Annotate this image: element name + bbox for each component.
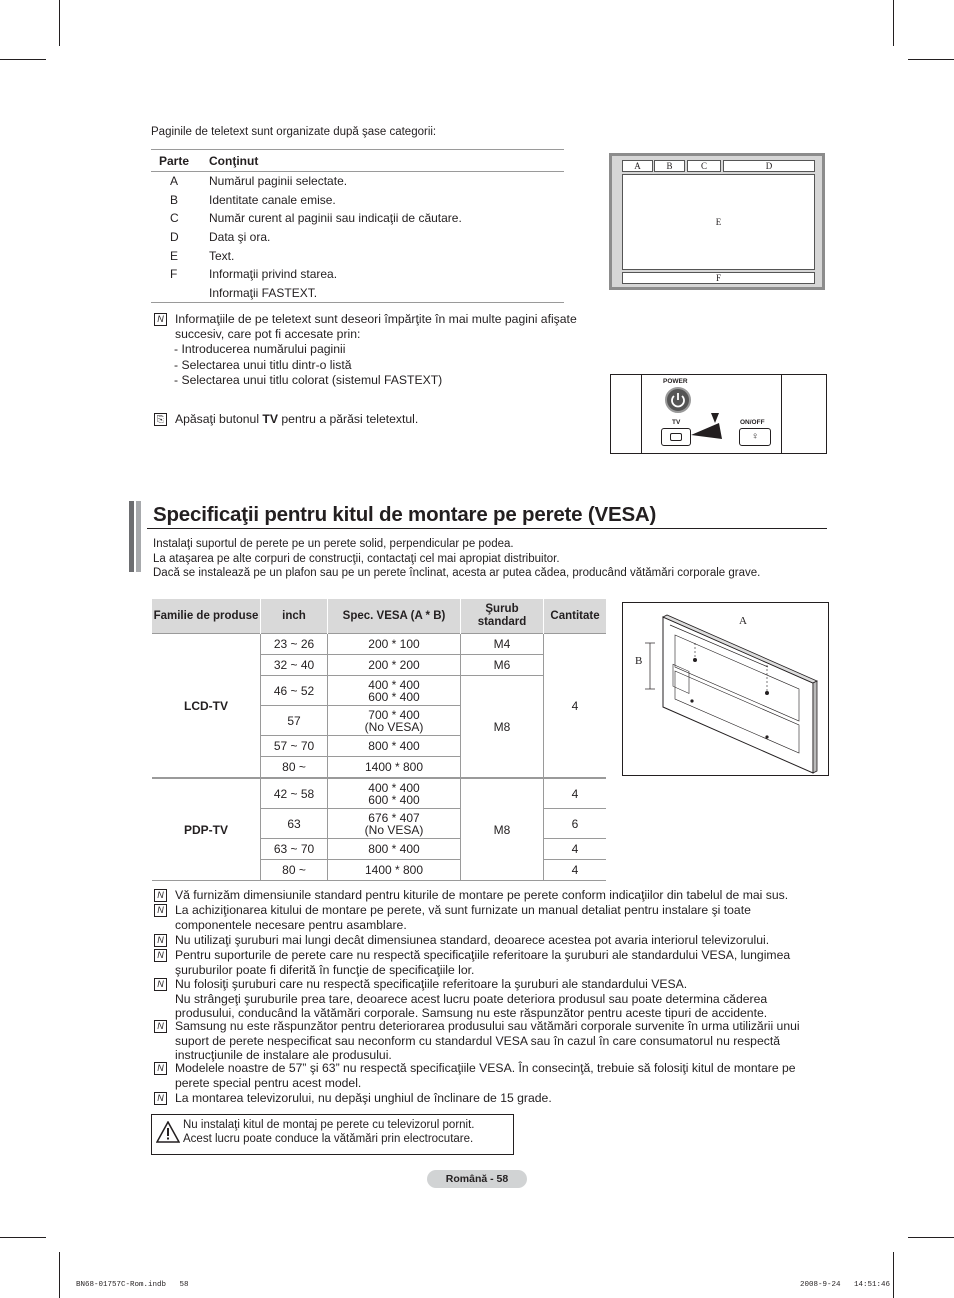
wall-mount-diagram <box>622 602 829 776</box>
cell-qty: 6 <box>544 809 607 839</box>
col-header-spec: Spec. VESA (A * B) <box>328 599 461 634</box>
teletext-screen-illustration <box>609 153 825 290</box>
page-number-badge: Română - 58 <box>427 1170 527 1188</box>
col-header-part: Parte <box>151 150 209 172</box>
family-pdp: PDP-TV <box>152 778 261 881</box>
cell-part: A <box>170 174 179 189</box>
cell-content: Informaţii privind starea. <box>209 267 338 282</box>
cell-inch: 32 ~ 40 <box>261 655 328 676</box>
cell-inch: 57 <box>261 706 328 736</box>
screen-label-f: F <box>622 272 815 284</box>
heading-bar <box>129 501 134 572</box>
tv-icon <box>670 433 682 441</box>
tv-button-label: TV <box>262 412 278 426</box>
note-icon: N <box>154 949 167 962</box>
table-row <box>151 191 564 210</box>
cell-part: E <box>170 248 179 263</box>
cell-inch: 57 ~ 70 <box>261 736 328 757</box>
bulb-icon: ♀ <box>751 431 759 442</box>
cell-spec: 400 * 400 600 * 400 <box>328 778 461 809</box>
crop-mark <box>0 1237 46 1238</box>
cell-content: Numărul paginii selectate. <box>209 174 348 189</box>
warning-text: Acest lucru poate conduce la vătămări prin electrocutare. <box>183 1132 474 1145</box>
note-text: pentru a părăsi teletextul. <box>278 412 419 426</box>
cell-part: B <box>170 192 179 207</box>
col-header-qty: Cantitate <box>544 599 607 634</box>
light-button[interactable] <box>739 428 771 446</box>
cell-qty: 4 <box>544 860 607 881</box>
cell-inch: 80 ~ <box>261 860 328 881</box>
dimension-b-label: B <box>635 655 643 667</box>
cell-content: Număr curent al paginii sau indicaţii de căutare. <box>209 211 462 226</box>
note-icon: N <box>154 978 167 991</box>
table-row <box>151 209 564 228</box>
cell-screw: M8 <box>461 676 544 779</box>
cell-screw: M8 <box>461 778 544 881</box>
cell-spec: 800 * 400 <box>328 736 461 757</box>
cell-inch: 42 ~ 58 <box>261 778 328 809</box>
intro-line: Dacă se instalează pe un plafon sau pe un perete înclinat, acesta ar putea cădea, producând vătămări corporale grave. <box>153 567 761 579</box>
screen-label-c: C <box>687 160 721 172</box>
title-rule <box>147 528 827 529</box>
screen-label-a: A <box>622 160 653 172</box>
cell-part <box>151 284 209 303</box>
note-icon: N <box>154 889 167 902</box>
screen-label-e: E <box>622 174 815 270</box>
cell-spec: 400 * 400 600 * 400 <box>328 676 461 706</box>
table-row <box>152 634 606 655</box>
power-button[interactable] <box>665 387 691 413</box>
teletext-category-table <box>151 149 564 303</box>
table-row <box>151 284 564 303</box>
cell-spec: 800 * 400 <box>328 839 461 860</box>
cell-part: F <box>170 267 178 282</box>
warning-text: Nu instalaţi kitul de montaj pe perete cu televizorul pornit. <box>183 1119 475 1131</box>
dimension-a-label: A <box>739 615 747 627</box>
crop-mark <box>893 1252 894 1298</box>
cell-spec: 1400 * 800 <box>328 757 461 779</box>
intro-line: Instalaţi suportul de perete pe un perete solid, perpendicular pe podea. <box>153 538 514 550</box>
press-icon: ⎘ <box>154 413 167 426</box>
cell-inch: 46 ~ 52 <box>261 676 328 706</box>
tv-button[interactable] <box>661 428 691 446</box>
col-header-inch: inch <box>261 599 328 634</box>
cell-inch: 63 ~ 70 <box>261 839 328 860</box>
imprint-file: BN68-01757C-Rom.indb 58 <box>76 1281 189 1289</box>
note-text: Apăsaţi butonul <box>175 412 263 426</box>
cell-inch: 23 ~ 26 <box>261 634 328 655</box>
section-title: Specificaţii pentru kitul de montare pe perete (VESA) <box>153 503 657 526</box>
note-icon: N <box>154 1020 167 1033</box>
screen-label-b: B <box>654 160 685 172</box>
cell-qty: 4 <box>544 839 607 860</box>
list-item: - Selectarea unui titlu dintr-o listă <box>174 357 352 372</box>
screen-label-d: D <box>723 160 815 172</box>
crop-mark <box>908 1237 954 1238</box>
table-row <box>152 778 606 809</box>
tv-label: TV <box>672 419 681 426</box>
power-label: POWER <box>663 378 688 385</box>
table-row <box>151 246 564 265</box>
pointer-arrow-icon <box>689 411 723 441</box>
crop-mark <box>59 0 60 46</box>
crop-mark <box>893 0 894 46</box>
crop-mark <box>0 59 46 60</box>
cell-spec: 200 * 100 <box>328 634 461 655</box>
cell-spec: 700 * 400 (No VESA) <box>328 706 461 736</box>
table-row <box>151 172 564 191</box>
note-icon: N <box>154 1062 167 1075</box>
intro-line: La ataşarea pe alte corpuri de construcţii, contactaţi cel mai apropiat distribuitor. <box>153 552 560 565</box>
table-row <box>151 265 564 284</box>
family-lcd: LCD-TV <box>152 634 261 779</box>
onoff-label: ON/OFF <box>740 419 765 426</box>
cell-qty: 4 <box>544 634 607 779</box>
tv-back-diagram <box>623 603 828 775</box>
col-header-screw: Şurub standard <box>461 599 544 634</box>
warning-box <box>151 1114 514 1155</box>
list-item: - Introducerea numărului paginii <box>174 342 346 356</box>
table-row <box>151 228 564 247</box>
cell-part: C <box>170 211 179 226</box>
cell-inch: 80 ~ <box>261 757 328 779</box>
cell-part: D <box>170 230 179 245</box>
remote-illustration <box>610 374 827 454</box>
col-header-family: Familie de produse <box>152 599 261 634</box>
warning-icon <box>156 1121 180 1143</box>
crop-mark <box>59 1252 60 1298</box>
vesa-intro <box>153 537 760 581</box>
list-item: - Selectarea unui titlu colorat (sistemul FASTEXT) <box>174 373 443 387</box>
cell-spec: 200 * 200 <box>328 655 461 676</box>
note-icon: N <box>154 934 167 947</box>
heading-bar <box>136 501 141 572</box>
cell-spec: 676 * 407 (No VESA) <box>328 809 461 839</box>
cell-spec: 1400 * 800 <box>328 860 461 881</box>
imprint-date: 2008-9-24 14:51:46 <box>800 1281 891 1289</box>
note-text: Informaţiile de pe teletext sunt deseori împărţite în mai multe pagini afişate succesiv, care pot fi accesate prin: <box>175 312 577 341</box>
teletext-intro: Paginile de teletext sunt organizate după şase categorii: <box>151 126 437 138</box>
note-icon: N <box>154 904 167 917</box>
note-icon: N <box>154 313 167 326</box>
vesa-spec-table <box>152 599 606 881</box>
cell-content: Data şi ora. <box>209 230 271 245</box>
teletext-note <box>154 312 609 392</box>
note-icon: N <box>154 1092 167 1105</box>
cell-content: Text. <box>209 248 235 263</box>
cell-content: Informaţii FASTEXT. <box>209 284 564 303</box>
cell-content: Identitate canale emise. <box>209 192 336 207</box>
col-header-content: Conţinut <box>209 150 564 172</box>
cell-inch: 63 <box>261 809 328 839</box>
crop-mark <box>908 59 954 60</box>
power-icon <box>667 389 689 411</box>
cell-qty: 4 <box>544 778 607 809</box>
cell-screw: M4 <box>461 634 544 655</box>
cell-screw: M6 <box>461 655 544 676</box>
